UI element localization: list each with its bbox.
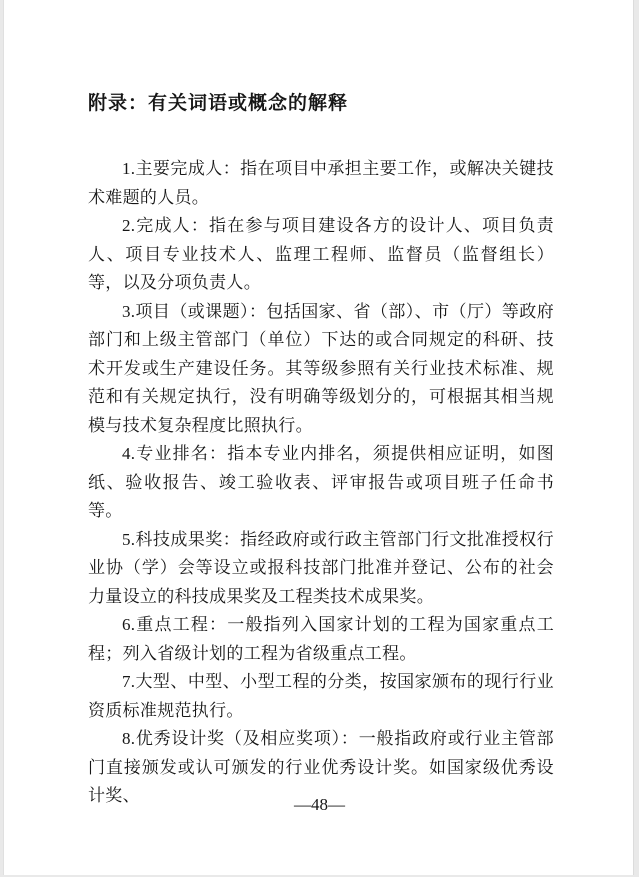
appendix-heading: 附录：有关词语或概念的解释 bbox=[88, 93, 349, 114]
page-footer bbox=[0, 795, 639, 815]
page-number: —48— bbox=[294, 795, 345, 814]
document-content bbox=[88, 88, 554, 811]
paragraph-2: 2.完成人：指在参与项目建设各方的设计人、项目负责人、项目专业技术人、监理工程师、监督员（监督组长）等，以及分项负责人。 bbox=[88, 216, 554, 292]
paragraph-3: 3.项目（或课题）：包括国家、省（部）、市（厅）等政府部门和上级主管部门（单位）下达的或合同规定的科研、技术开发或生产建设任务。其等级参照有关行业技术标准、规范和有关规定执行，没有明确等级划分的，可根据其相当规模与技术复杂程度比照执行。 bbox=[88, 301, 554, 435]
paragraph-8: 8.优秀设计奖（及相应奖项）：一般指政府或行业主管部门直接颁发或认可颁发的行业优秀设计奖。如国家级优秀设计奖、 bbox=[88, 729, 554, 805]
paragraph-1: 1.主要完成人：指在项目中承担主要工作，或解决关键技术难题的人员。 bbox=[88, 159, 554, 207]
page-edge-left bbox=[0, 0, 4, 877]
paragraph-7: 7.大型、中型、小型工程的分类，按国家颁布的现行行业资质标准规范执行。 bbox=[88, 672, 554, 720]
paragraph-5: 5.科技成果奖：指经政府或行政主管部门行文批准授权行业协（学）会等设立或报科技部门批准并登记、公布的社会力量设立的科技成果奖及工程类技术成果奖。 bbox=[88, 529, 554, 606]
paragraph-4: 4.专业排名：指本专业内排名，须提供相应证明，如图纸、验收报告、竣工验收表、评审报告或项目班子任命书等。 bbox=[88, 444, 554, 520]
page-edge-right bbox=[633, 0, 639, 877]
paragraph-6: 6.重点工程：一般指列入国家计划的工程为国家重点工程；列入省级计划的工程为省级重点工程。 bbox=[88, 615, 554, 663]
